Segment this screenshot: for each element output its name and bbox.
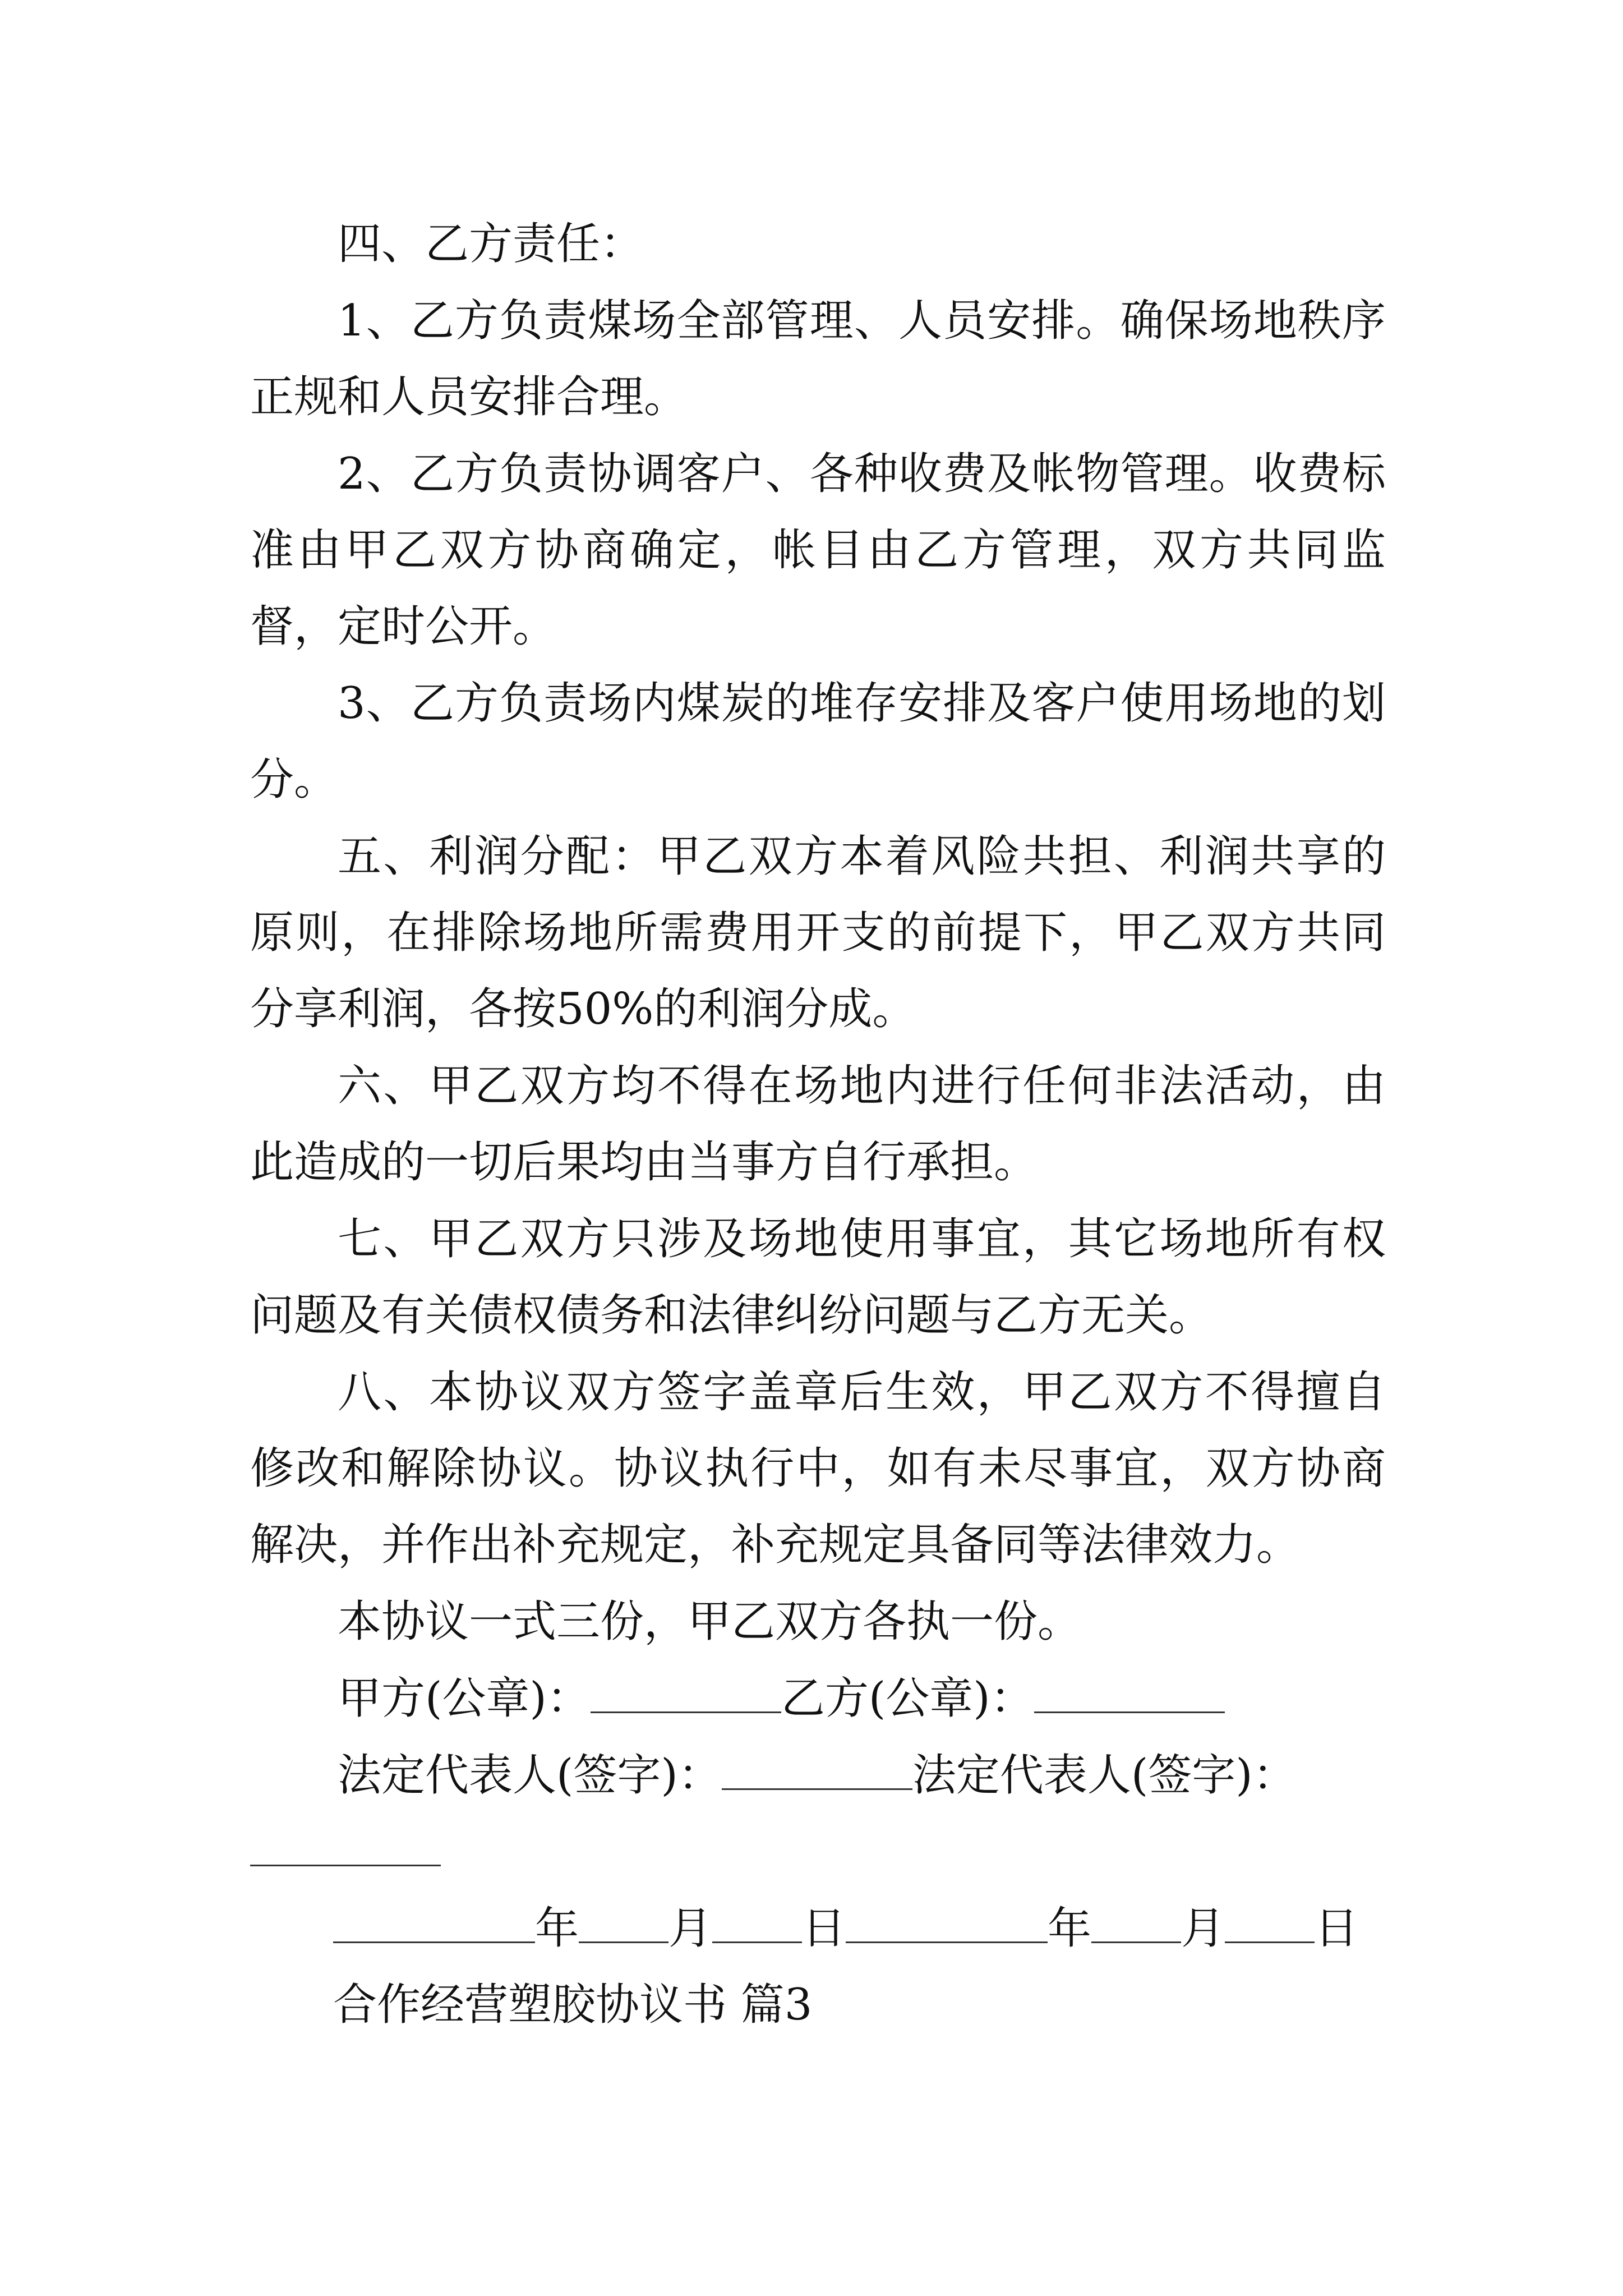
party-b-rep-label: 法定代表人(签字)： [912,1750,1297,1801]
party-b-day-blank [1225,1941,1315,1943]
party-b-year-blank [846,1941,1048,1943]
party-a-year-label: 年 [535,1903,579,1954]
seal-line [338,1660,1225,1737]
party-b-rep-blank-line [250,1814,441,1890]
next-section-heading: 合作经营塑胶协议书 篇3 [333,1980,813,2030]
party-b-seal-label: 乙方(公章)： [781,1673,1034,1724]
party-a-seal-blank [591,1711,781,1713]
party-a-seal-label: 甲方(公章)： [338,1673,591,1724]
party-b-month-blank [1091,1941,1181,1943]
date-line [333,1890,1358,1967]
paragraph-8: 八、本协议双方签字盖章后生效，甲乙双方不得擅自修改和解除协议。协议执行中，如有未尽事宜，双方协商解决，并作出补充规定，补充规定具备同等法律效力。 [250,1367,1386,1570]
party-b-month-label: 月 [1181,1903,1225,1954]
section-heading-4: 四、乙方责任： [338,219,644,269]
party-a-rep-blank [722,1788,912,1790]
party-a-day-blank [712,1941,802,1943]
paragraph-4-3: 3、乙方负责场内煤炭的堆存安排及客户使用场地的划分。 [250,678,1386,805]
party-b-rep-blank [250,1864,441,1866]
party-a-rep-label: 法定代表人(签字)： [338,1750,722,1801]
paragraph-4-2: 2、乙方负责协调客户、各种收费及帐物管理。收费标准由甲乙双方协商确定，帐目由乙方管理，双方共同监督，定时公开。 [250,449,1386,652]
paragraph-7: 七、甲乙双方只涉及场地使用事宜，其它场地所有权问题及有关债权债务和法律纠纷问题与乙方无关。 [250,1214,1386,1341]
party-a-month-label: 月 [668,1903,713,1954]
party-b-year-label: 年 [1048,1903,1092,1954]
paragraph-6: 六、甲乙双方均不得在场地内进行任何非法活动，由此造成的一切后果均由当事方自行承担。 [250,1061,1386,1188]
paragraph-5-profit: 五、利润分配：甲乙双方本着风险共担、利润共享的原则，在排除场地所需费用开支的前提下，甲乙双方共同分享利润，各按50%的利润分成。 [250,831,1386,1034]
party-b-seal-blank [1034,1711,1225,1713]
party-a-month-blank [579,1941,668,1943]
representative-line [338,1737,1297,1814]
copies-statement: 本协议一式三份，甲乙双方各执一份。 [338,1596,1082,1647]
party-a-year-blank [333,1941,535,1943]
paragraph-4-1: 1、乙方负责煤场全部管理、人员安排。确保场地秩序正规和人员安排合理。 [250,296,1386,422]
party-b-day-label: 日 [1315,1903,1359,1954]
party-a-day-label: 日 [802,1903,846,1954]
